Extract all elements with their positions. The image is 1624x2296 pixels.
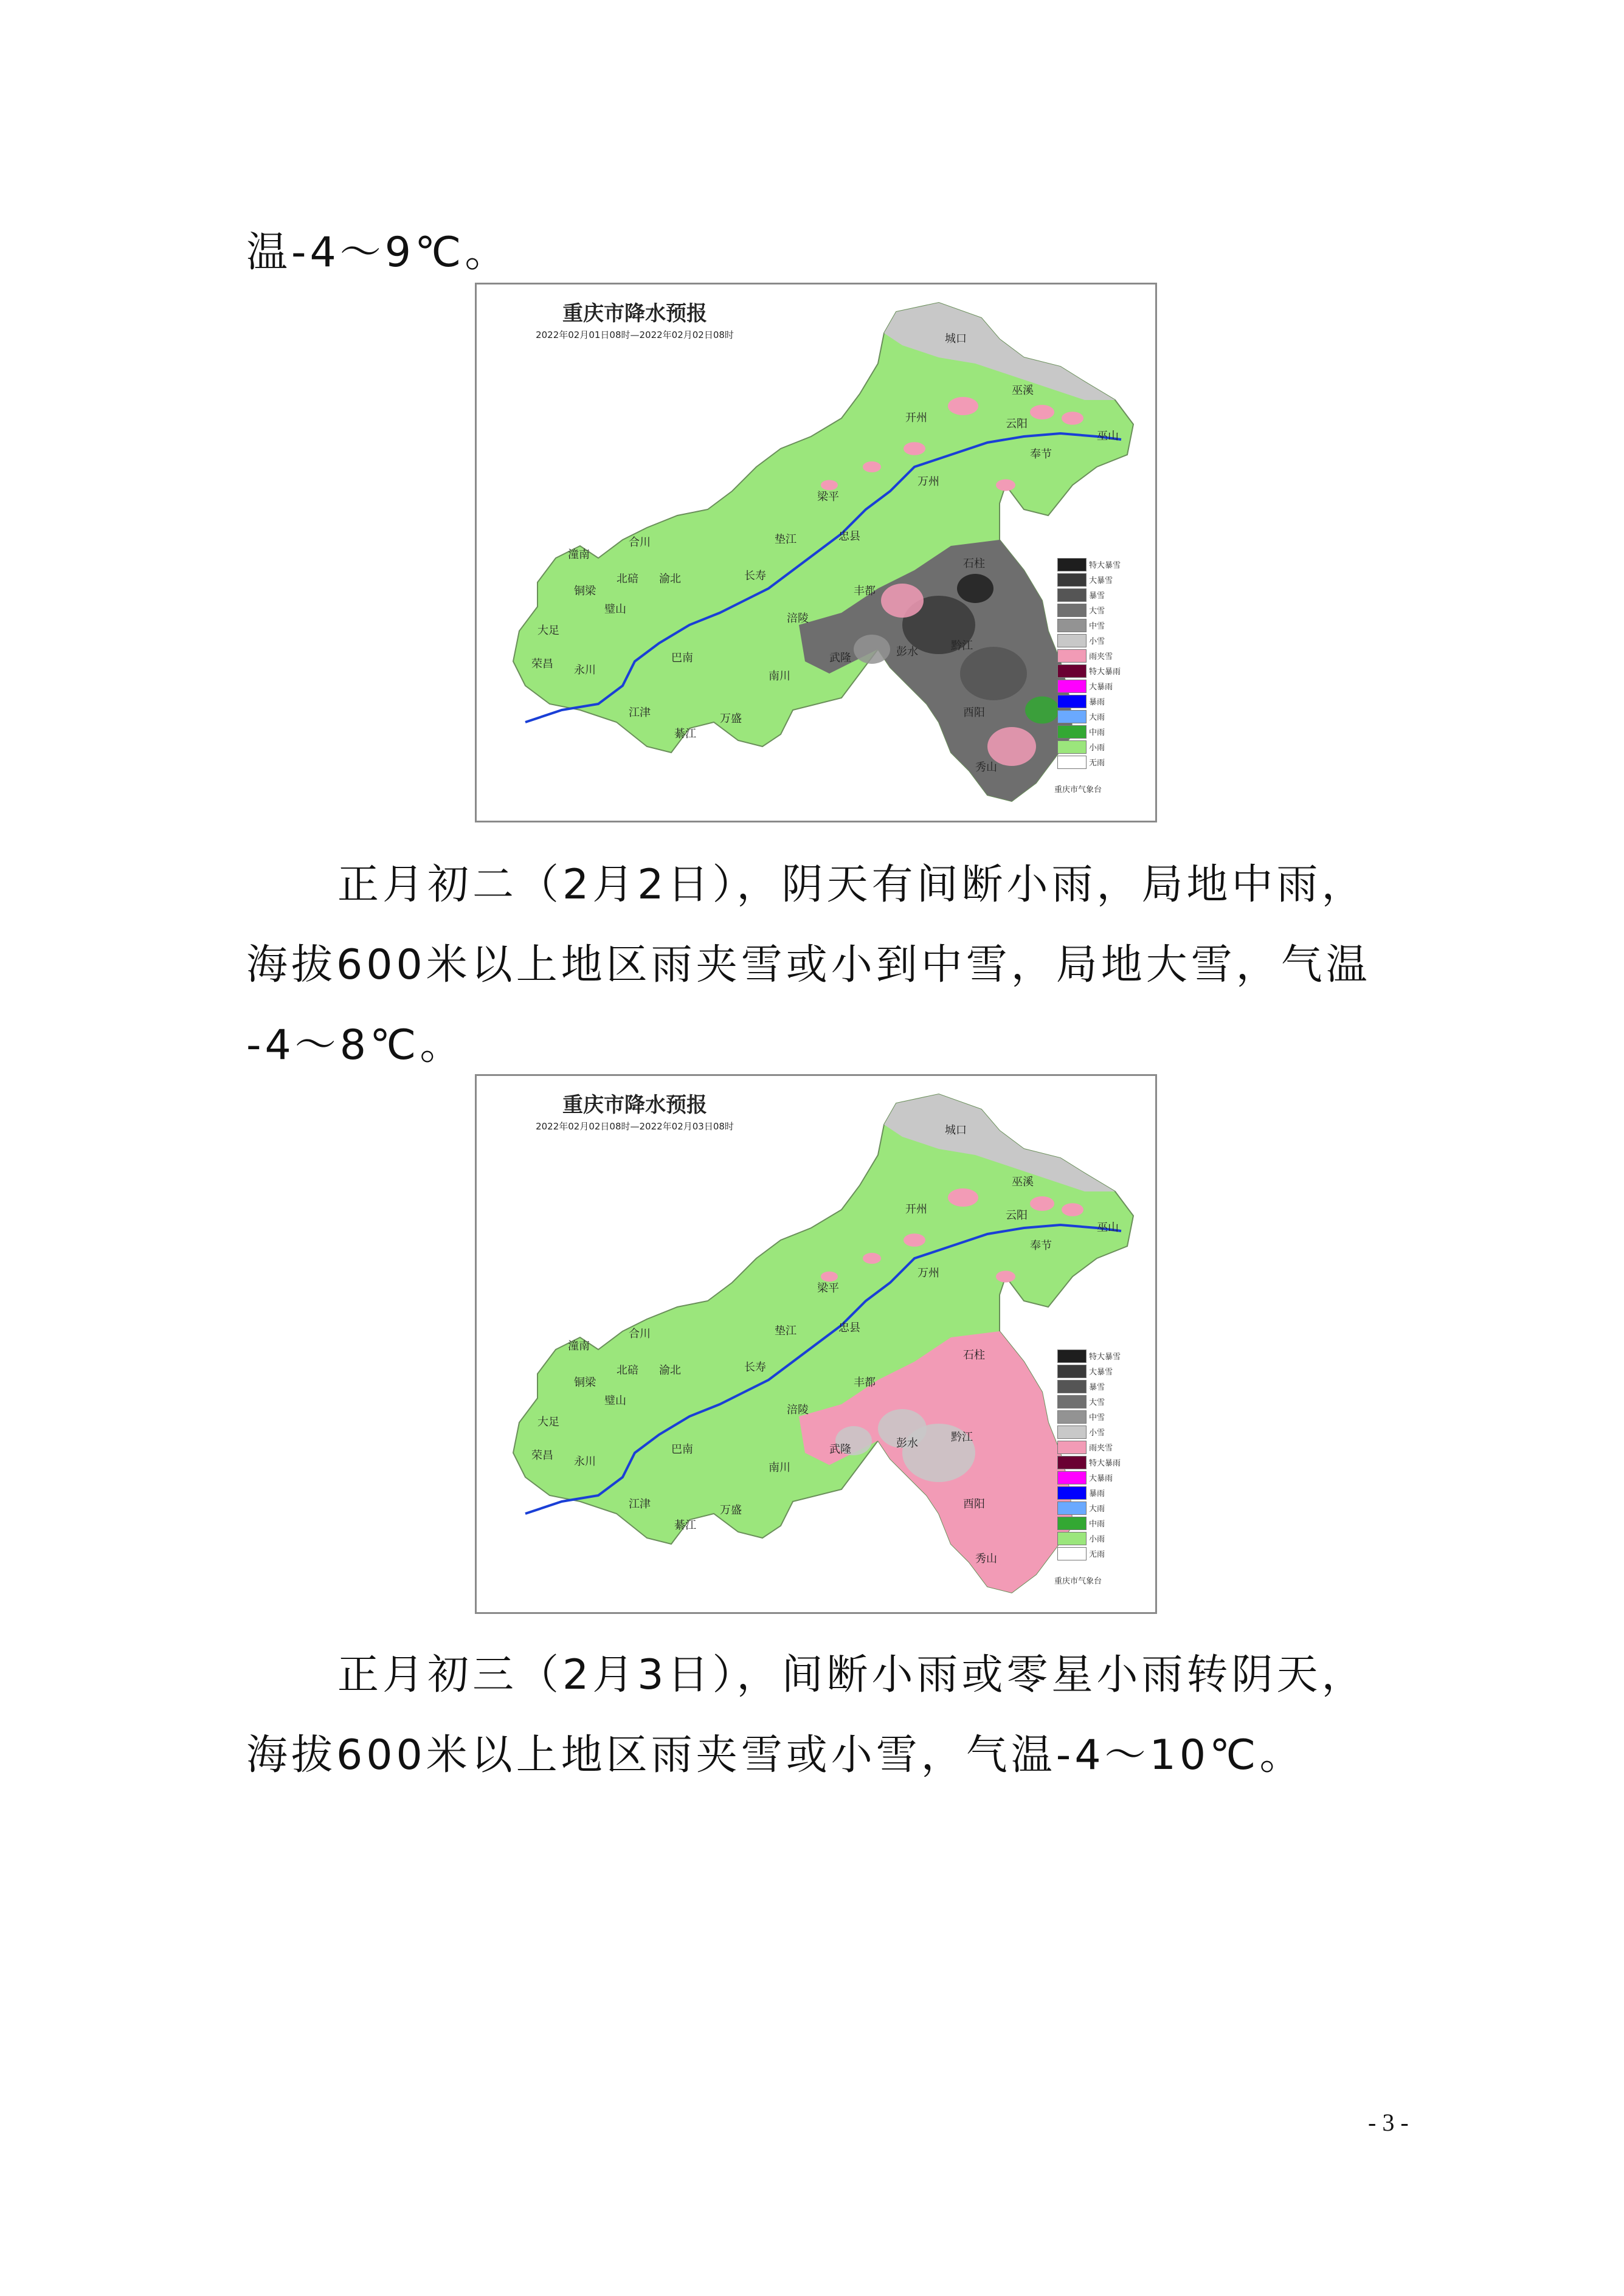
district-label: 彭水: [896, 646, 918, 658]
legend-label: 特大暴雪: [1089, 1353, 1121, 1362]
paragraph-line: 正月初二（2月2日），阴天有间断小雨，局地中雨，: [337, 861, 1367, 909]
legend-label: 特大暴雨: [1089, 1459, 1121, 1468]
legend-label: 大暴雨: [1089, 1474, 1113, 1483]
legend-item: [1057, 678, 1121, 694]
figure-title: 重庆市降水预报: [562, 302, 707, 326]
district-label: 巫山: [1097, 430, 1119, 443]
sleet-patch: [1030, 1196, 1054, 1211]
legend-swatch: [1057, 604, 1087, 617]
legend-item: [1057, 1424, 1121, 1439]
chongqing-map: [477, 1076, 1157, 1614]
district-label: 铜梁: [574, 1376, 596, 1389]
legend-item: [1057, 633, 1121, 648]
district-label: 綦江: [674, 728, 696, 740]
sleet-patch: [948, 397, 978, 415]
legend-item: [1057, 739, 1121, 754]
legend-swatch: [1057, 1395, 1087, 1408]
district-label: 长寿: [744, 1361, 766, 1374]
district-label: 巴南: [671, 652, 693, 664]
legend-swatch: [1057, 1380, 1087, 1393]
district-label: 大足: [537, 624, 559, 637]
legend-label: 中雨: [1089, 1520, 1105, 1529]
sleet-patch: [863, 461, 881, 472]
district-label: 合川: [629, 536, 651, 549]
legend-item: [1057, 618, 1121, 633]
legend-label: 暴雪: [1089, 1383, 1105, 1392]
district-label: 璧山: [604, 1394, 626, 1407]
district-label: 永川: [574, 664, 596, 677]
legend-item: [1057, 724, 1121, 739]
paragraph-line: -4～8℃。: [246, 1021, 465, 1069]
district-label: 荣昌: [531, 1449, 553, 1462]
district-label: 酉阳: [963, 706, 985, 719]
legend-label: 暴雪: [1089, 591, 1105, 601]
district-label: 云阳: [1006, 1209, 1028, 1222]
district-label: 酉阳: [963, 1498, 985, 1511]
paragraph-line: 海拔600米以上地区雨夹雪或小雪，气温-4～10℃。: [246, 1731, 1305, 1779]
legend-label: 小雪: [1089, 1429, 1105, 1438]
legend-item: [1057, 694, 1121, 709]
district-label: 潼南: [568, 548, 590, 561]
legend-item: [1057, 1546, 1121, 1561]
legend-swatch: [1057, 1471, 1087, 1484]
sleet-patch: [904, 1233, 925, 1247]
district-label: 丰都: [854, 1376, 876, 1389]
legend-label: 雨夹雪: [1089, 1444, 1113, 1453]
district-label: 忠县: [838, 1322, 860, 1334]
sleet-patch: [821, 1272, 838, 1282]
precip-patch: [960, 647, 1027, 700]
legend-swatch: [1057, 1486, 1087, 1500]
legend-item: [1057, 572, 1121, 587]
district-label: 江津: [629, 1498, 651, 1511]
district-label: 铜梁: [574, 585, 596, 598]
legend-item: [1057, 1439, 1121, 1455]
legend-item: [1057, 602, 1121, 618]
district-label: 彭水: [896, 1437, 918, 1450]
district-label: 万盛: [720, 712, 742, 725]
district-label: 南川: [769, 670, 790, 683]
legend-label: 中雪: [1089, 1413, 1105, 1422]
figure-credit: 重庆市气象台: [1054, 785, 1102, 795]
legend-label: 小雨: [1089, 743, 1105, 753]
legend-item: [1057, 587, 1121, 602]
precipitation-map-figure-2: [475, 1074, 1157, 1614]
legend-item: [1057, 1470, 1121, 1485]
district-label: 开州: [905, 412, 927, 424]
sleet-patch: [996, 479, 1015, 491]
legend-label: 大雨: [1089, 1505, 1105, 1514]
district-label: 合川: [629, 1328, 651, 1340]
legend-swatch: [1057, 664, 1087, 678]
sleet-patch: [904, 442, 925, 455]
district-label: 城口: [945, 1124, 967, 1137]
legend-item: [1057, 1379, 1121, 1394]
legend-label: 中雨: [1089, 728, 1105, 737]
legend-item: [1057, 663, 1121, 678]
paragraph-line: 海拔600米以上地区雨夹雪或小到中雪，局地大雪，气温: [246, 941, 1371, 989]
map-legend: [1057, 557, 1121, 770]
precipitation-map-figure-1: [475, 283, 1157, 822]
legend-item: [1057, 648, 1121, 663]
legend-label: 暴雨: [1089, 1489, 1105, 1498]
district-label: 垫江: [775, 1325, 796, 1337]
legend-swatch: [1057, 1426, 1087, 1439]
legend-swatch: [1057, 1532, 1087, 1545]
district-label: 北碚: [617, 573, 638, 585]
legend-swatch: [1057, 558, 1087, 571]
paragraph-line: 正月初三（2月3日），间断小雨或零星小雨转阴天，: [337, 1651, 1367, 1699]
district-label: 云阳: [1006, 418, 1028, 430]
sleet-patch: [863, 1253, 881, 1264]
legend-label: 大雨: [1089, 713, 1105, 722]
legend-swatch: [1057, 634, 1087, 647]
district-label: 巫山: [1097, 1221, 1119, 1234]
sleet-patch: [996, 1270, 1015, 1282]
district-label: 江津: [629, 706, 651, 719]
paragraph-line: 温-4～9℃。: [246, 229, 510, 277]
page-number: - 3 -: [1368, 2109, 1409, 2136]
legend-label: 特大暴雪: [1089, 561, 1121, 570]
district-label: 丰都: [854, 585, 876, 598]
district-label: 巴南: [671, 1443, 693, 1456]
district-label: 黔江: [951, 640, 973, 652]
figure-subtitle: 2022年02月02日08时—2022年02月03日08时: [536, 1121, 734, 1132]
legend-item: [1057, 1348, 1121, 1363]
precip-patch: [987, 727, 1036, 766]
legend-item: [1057, 1455, 1121, 1470]
district-label: 荣昌: [531, 658, 553, 671]
district-label: 垫江: [775, 533, 796, 546]
district-label: 万州: [917, 475, 939, 488]
legend-swatch: [1057, 1350, 1087, 1363]
legend-swatch: [1057, 649, 1087, 663]
legend-swatch: [1057, 1547, 1087, 1560]
legend-label: 大雪: [1089, 1398, 1105, 1407]
legend-swatch: [1057, 710, 1087, 723]
legend-item: [1057, 1394, 1121, 1409]
district-label: 梁平: [817, 1282, 839, 1295]
district-label: 武隆: [829, 1443, 851, 1456]
figure-credit: 重庆市气象台: [1054, 1577, 1102, 1586]
legend-swatch: [1057, 725, 1087, 739]
district-label: 大足: [537, 1416, 559, 1429]
legend-item: [1057, 557, 1121, 572]
legend-label: 小雪: [1089, 637, 1105, 646]
legend-label: 中雪: [1089, 622, 1105, 631]
district-label: 武隆: [829, 652, 851, 664]
sleet-patch: [1062, 1203, 1083, 1216]
legend-label: 特大暴雨: [1089, 667, 1121, 677]
precip-patch: [1025, 697, 1059, 724]
district-label: 万盛: [720, 1504, 742, 1517]
district-label: 城口: [945, 333, 967, 345]
figure-title: 重庆市降水预报: [562, 1093, 707, 1117]
legend-swatch: [1057, 588, 1087, 602]
legend-label: 暴雨: [1089, 698, 1105, 707]
sleet-patch: [948, 1188, 978, 1207]
legend-swatch: [1057, 695, 1087, 708]
legend-swatch: [1057, 573, 1087, 587]
legend-item: [1057, 1531, 1121, 1546]
legend-label: 无雨: [1089, 1550, 1105, 1559]
precip-patch: [957, 574, 993, 603]
district-label: 潼南: [568, 1340, 590, 1353]
chongqing-map: [477, 284, 1157, 822]
legend-label: 无雨: [1089, 759, 1105, 768]
legend-item: [1057, 1485, 1121, 1500]
district-label: 开州: [905, 1203, 927, 1216]
legend-swatch: [1057, 680, 1087, 693]
legend-label: 大雪: [1089, 607, 1105, 616]
legend-item: [1057, 1363, 1121, 1379]
district-label: 忠县: [838, 530, 860, 543]
sleet-patch: [821, 480, 838, 491]
district-label: 南川: [769, 1461, 790, 1474]
district-label: 石柱: [963, 557, 985, 570]
district-label: 渝北: [659, 573, 681, 585]
legend-swatch: [1057, 619, 1087, 632]
district-label: 綦江: [674, 1519, 696, 1532]
legend-item: [1057, 1500, 1121, 1515]
legend-swatch: [1057, 740, 1087, 754]
district-label: 长寿: [744, 570, 766, 582]
legend-item: [1057, 1409, 1121, 1424]
district-label: 奉节: [1030, 1239, 1052, 1252]
legend-swatch: [1057, 1410, 1087, 1424]
legend-label: 大暴雨: [1089, 683, 1113, 692]
legend-label: 雨夹雪: [1089, 652, 1113, 661]
district-label: 黔江: [951, 1431, 973, 1444]
district-label: 璧山: [604, 603, 626, 616]
district-label: 巫溪: [1012, 384, 1034, 397]
district-label: 石柱: [963, 1349, 985, 1362]
precip-patch: [854, 635, 890, 664]
legend-swatch: [1057, 1517, 1087, 1530]
legend-label: 小雨: [1089, 1535, 1105, 1544]
district-label: 万州: [917, 1267, 939, 1280]
district-label: 奉节: [1030, 448, 1052, 461]
sleet-patch: [1030, 405, 1054, 419]
district-label: 涪陵: [787, 1404, 809, 1416]
district-label: 北碚: [617, 1364, 638, 1377]
district-label: 涪陵: [787, 612, 809, 625]
legend-swatch: [1057, 1456, 1087, 1469]
legend-swatch: [1057, 1441, 1087, 1454]
district-label: 巫溪: [1012, 1176, 1034, 1188]
map-legend: [1057, 1348, 1121, 1561]
legend-item: [1057, 754, 1121, 770]
district-label: 秀山: [975, 1553, 997, 1565]
district-label: 渝北: [659, 1364, 681, 1377]
legend-label: 大暴雪: [1089, 576, 1113, 585]
district-label: 秀山: [975, 761, 997, 774]
figure-subtitle: 2022年02月01日08时—2022年02月02日08时: [536, 329, 734, 340]
legend-item: [1057, 1515, 1121, 1531]
district-label: 永川: [574, 1455, 596, 1468]
precip-patch: [881, 584, 924, 618]
legend-label: 大暴雪: [1089, 1368, 1113, 1377]
legend-item: [1057, 709, 1121, 724]
sleet-patch: [1062, 412, 1083, 425]
legend-swatch: [1057, 1501, 1087, 1515]
legend-swatch: [1057, 1365, 1087, 1378]
district-label: 梁平: [817, 491, 839, 503]
legend-swatch: [1057, 756, 1087, 769]
